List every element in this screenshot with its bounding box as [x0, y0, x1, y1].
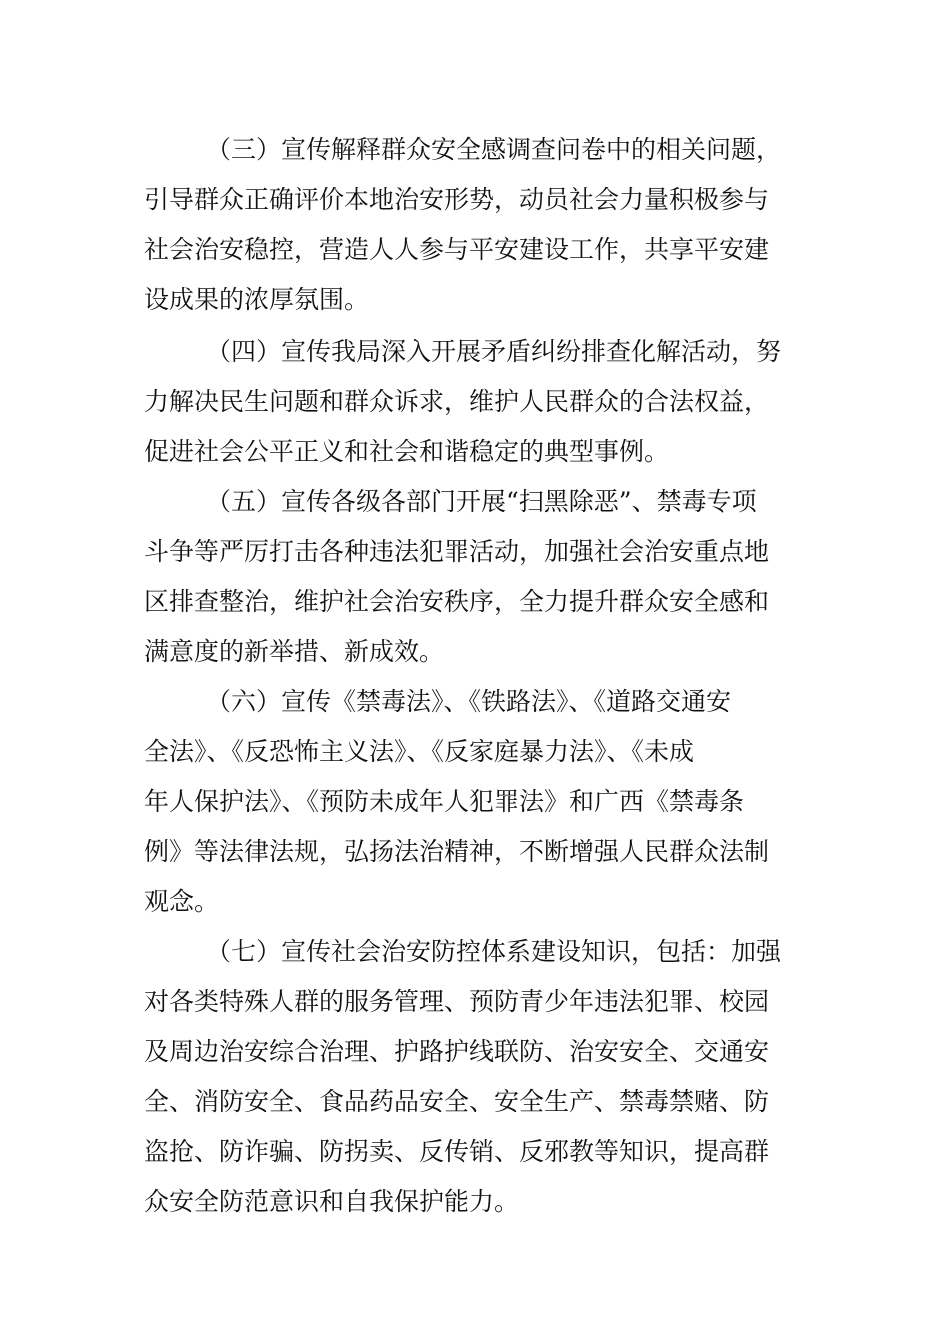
paragraph-4-line-1: （四）宣传我局深入开展矛盾纠纷排查化解活动，努	[206, 337, 782, 366]
paragraph-5-line-2: 斗争等严厉打击各种违法犯罪活动，加强社会治安重点地	[144, 537, 770, 566]
paragraph-7-line-3: 及周边治安综合治理、护路护线联防、治安安全、交通安	[144, 1037, 770, 1066]
paragraph-7-line-5: 盗抢、防诈骗、防拐卖、反传销、反邪教等知识，提高群	[144, 1137, 770, 1166]
paragraph-6-line-4: 例》等法律法规，弘扬法治精神，不断增强人民群众法制	[144, 837, 770, 866]
paragraph-5-line-1: （五）宣传各级各部门开展“扫黑除恶”、禁毒专项	[206, 487, 757, 516]
paragraph-6-line-2: 全法》、《反恐怖主义法》、《反家庭暴力法》、《未成	[144, 737, 695, 766]
paragraph-5-line-4: 满意度的新举措、新成效。	[144, 637, 445, 666]
paragraph-3-line-2: 引导群众正确评价本地治安形势，动员社会力量积极参与	[144, 185, 770, 214]
paragraph-6-line-5: 观念。	[144, 887, 220, 916]
paragraph-7-line-6: 众安全防范意识和自我保护能力。	[144, 1187, 520, 1216]
paragraph-3-line-1: （三）宣传解释群众安全感调查问卷中的相关问题，	[206, 135, 782, 164]
paragraph-7-line-4: 全、消防安全、食品药品安全、安全生产、禁毒禁赌、防	[144, 1087, 770, 1116]
paragraph-5-line-3: 区排查整治，维护社会治安秩序，全力提升群众安全感和	[144, 587, 770, 616]
paragraph-4-line-3: 促进社会公平正义和社会和谐稳定的典型事例。	[144, 437, 670, 466]
paragraph-6-line-3: 年人保护法》、《预防未成年人犯罪法》和广西《禁毒条	[144, 787, 745, 816]
paragraph-3-line-3: 社会治安稳控，营造人人参与平安建设工作，共享平安建	[144, 235, 770, 264]
paragraph-3-line-4: 设成果的浓厚氛围。	[144, 285, 370, 314]
paragraph-7-line-2: 对各类特殊人群的服务管理、预防青少年违法犯罪、校园	[144, 987, 770, 1016]
paragraph-6-line-1: （六）宣传《禁毒法》、《铁路法》、《道路交通安	[206, 687, 732, 716]
paragraph-7-line-1: （七）宣传社会治安防控体系建设知识，包括：加强	[206, 937, 782, 966]
paragraph-4-line-2: 力解决民生问题和群众诉求，维护人民群众的合法权益，	[144, 387, 770, 416]
